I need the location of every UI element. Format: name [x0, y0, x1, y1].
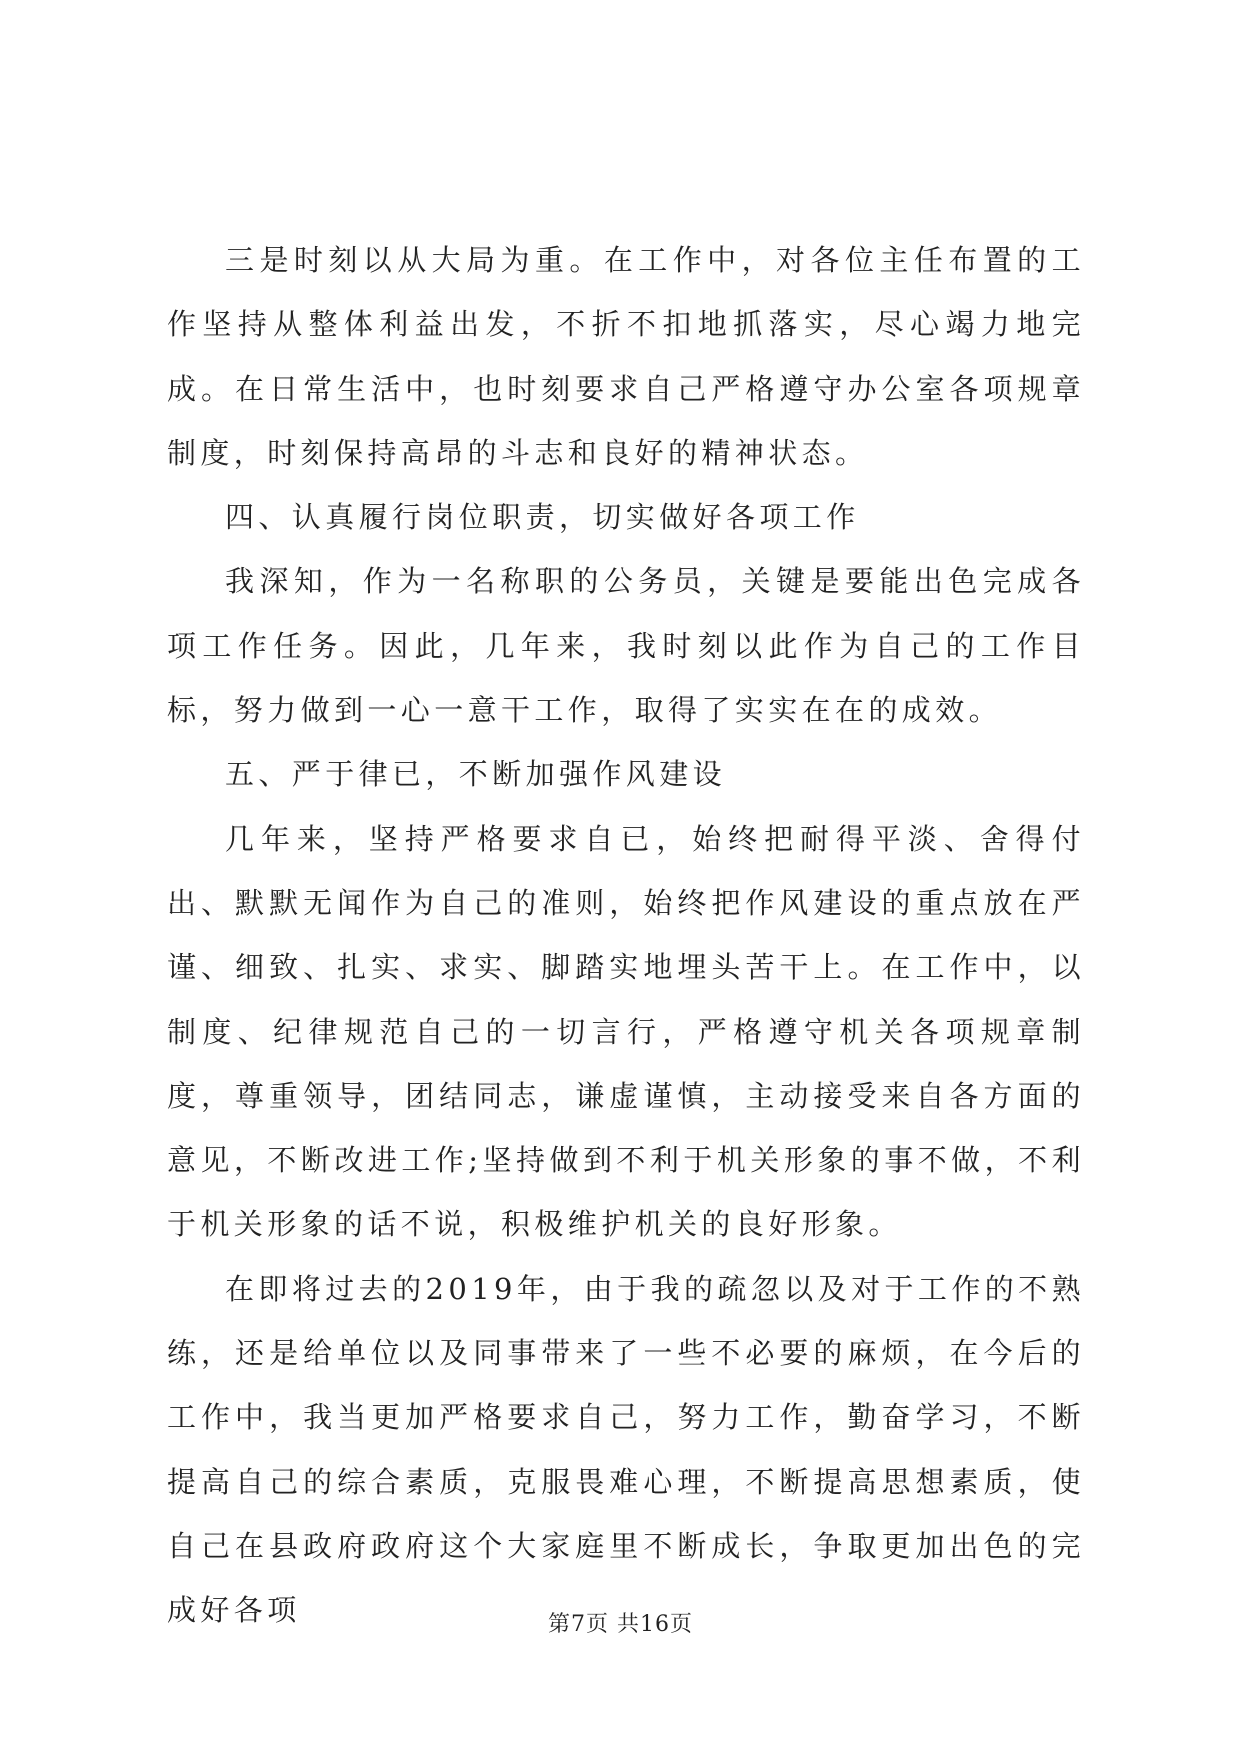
page-number-footer: 第7页 共16页 — [548, 1612, 693, 1637]
paragraph-3: 几年来，坚持严格要求自已，始终把耐得平淡、舍得付出、默默无闻作为自己的准则，始终把作风建设的重点放在严谨、细致、扎实、求实、脚踏实地埋头苦干上。在工作中，以制度、纪律规范自己的一切言行，严格遵守机关各项规章制度，尊重领导，团结同志，谦虚谨慎，主动接受来自各方面的意见，不断改进工作;坚持做到不利于机关形象的事不做，不利于机关形象的话不说，积极维护机关的良好形象。 — [167, 821, 1085, 1242]
paragraph-2: 我深知，作为一名称职的公务员，关键是要能出色完成各项工作任务。因此，几年来，我时刻以此作为自己的工作目标，努力做到一心一意干工作，取得了实实在在的成效。 — [167, 564, 1085, 728]
paragraph-1: 三是时刻以从大局为重。在工作中，对各位主任布置的工作坚持从整体利益出发，不折不扣地抓落实，尽心竭力地完成。在日常生活中，也时刻要求自己严格遵守办公室各项规章制度，时刻保持高昂的斗志和良好的精神状态。 — [167, 243, 1085, 470]
section-heading-5: 五、严于律已，不断加强作风建设 — [225, 757, 727, 792]
paragraph-4: 在即将过去的2019年，由于我的疏忽以及对于工作的不熟练，还是给单位以及同事带来了一些不必要的麻烦，在今后的工作中，我当更加严格要求自己，努力工作，勤奋学习，不断提高自己的综合素质，克服畏难心理，不断提高思想素质，使自己在县政府政府这个大家庭里不断成长，争取更加出色的完成好各项 — [167, 1271, 1085, 1628]
document-body — [167, 228, 1085, 1643]
section-heading-4: 四、认真履行岗位职责，切实做好各项工作 — [225, 500, 860, 535]
